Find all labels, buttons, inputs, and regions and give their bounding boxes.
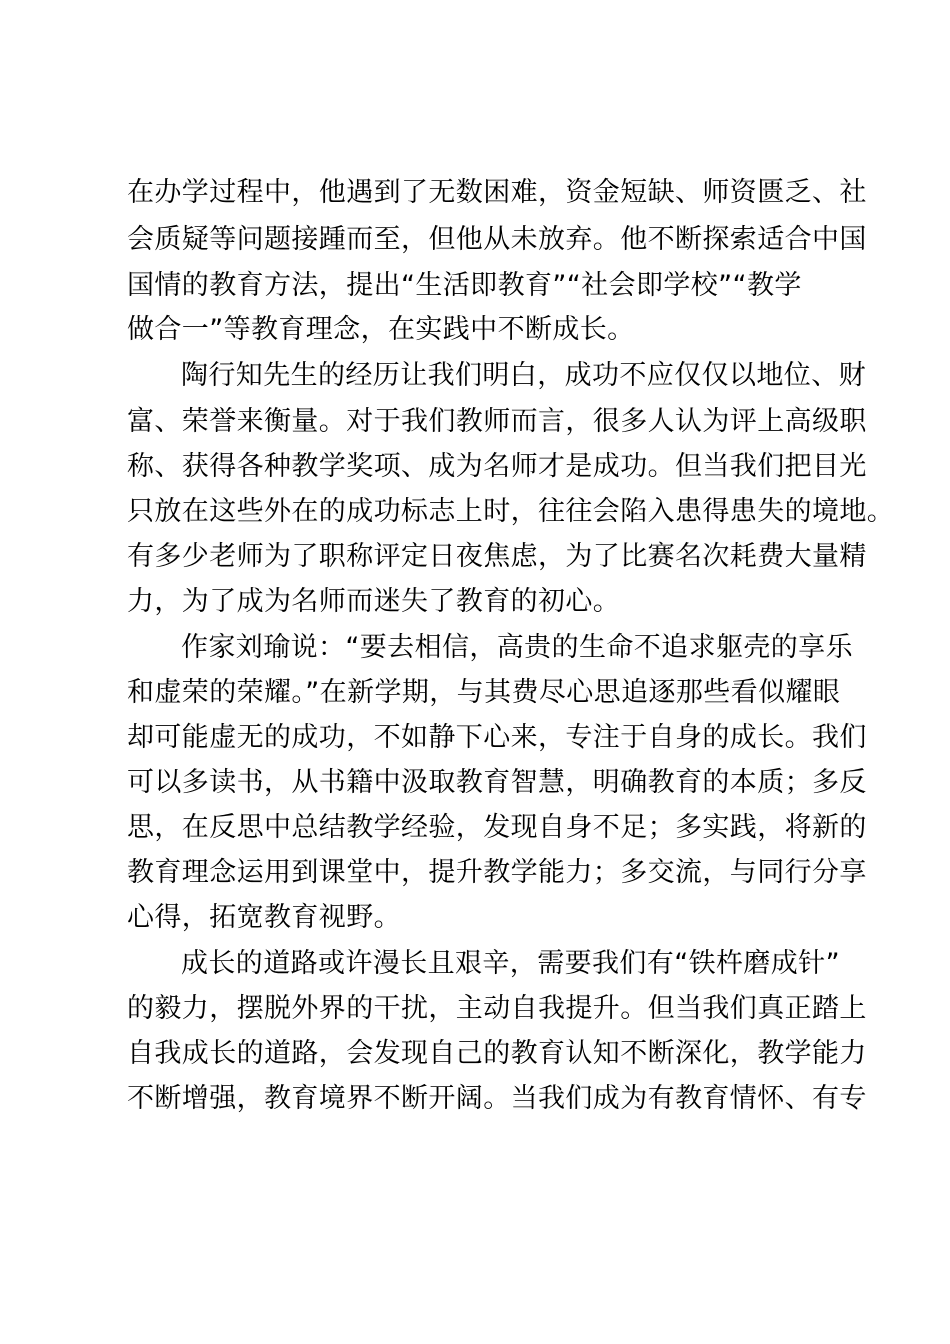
paragraph-first-line: 作家刘瑜说：“要去相信，高贵的生命不追求躯壳的享乐 (181, 632, 853, 663)
text-line: 和虚荣的荣耀。”在新学期，与其费尽心思追逐那些看似耀眼 (127, 677, 841, 708)
text-line: 称、获得各种教学奖项、成为名师才是成功。但当我们把目光 (127, 451, 867, 482)
text-line: 富、荣誉来衡量。对于我们教师而言，很多人认为评上高级职 (127, 406, 867, 437)
text-line: 自我成长的道路，会发现自己的教育认知不断深化，教学能力 (127, 1038, 867, 1069)
text-line: 可以多读书，从书籍中汲取教育智慧，明确教育的本质；多反 (127, 767, 867, 798)
text-line: 在办学过程中，他遇到了无数困难，资金短缺、师资匮乏、社 (127, 177, 867, 208)
text-line: 却可能虚无的成功，不如静下心来，专注于自身的成长。我们 (127, 722, 867, 753)
text-line: 思，在反思中总结教学经验，发现自身不足；多实践，将新的 (127, 812, 867, 843)
text-line: 会质疑等问题接踵而至，但他从未放弃。他不断探索适合中国 (127, 224, 867, 255)
text-line: 国情的教育方法，提出“生活即教育”“社会即学校”“教学 (127, 270, 802, 301)
text-line: 心得，拓宽教育视野。 (127, 902, 401, 933)
paragraph-first-line: 成长的道路或许漫长且艰辛，需要我们有“铁杵磨成针” (181, 948, 840, 979)
text-line: 只放在这些外在的成功标志上时，往往会陷入患得患失的境地。 (127, 496, 895, 527)
text-line: 力，为了成为名师而迷失了教育的初心。 (127, 586, 621, 617)
text-line: 的毅力，摆脱外界的干扰，主动自我提升。但当我们真正踏上 (127, 993, 867, 1024)
text-line: 教育理念运用到课堂中，提升教学能力；多交流，与同行分享 (127, 857, 867, 888)
text-line: 不断增强，教育境界不断开阔。当我们成为有教育情怀、有专 (127, 1083, 867, 1114)
text-line: 做合一”等教育理念，在实践中不断成长。 (127, 314, 635, 345)
paragraph-first-line: 陶行知先生的经历让我们明白，成功不应仅仅以地位、财 (181, 360, 866, 391)
text-line: 有多少老师为了职称评定日夜焦虑，为了比赛名次耗费大量精 (127, 541, 867, 572)
